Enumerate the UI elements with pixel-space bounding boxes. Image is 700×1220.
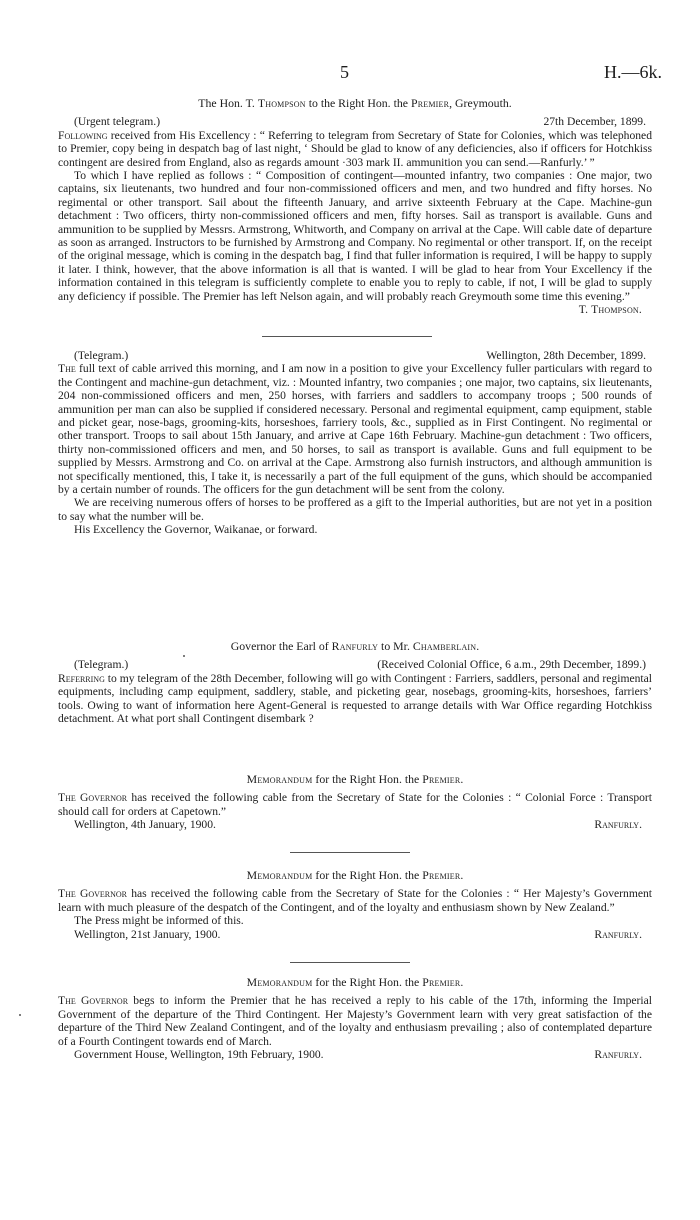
memorandum-19-february bbox=[58, 976, 652, 1061]
note-line: The Press might be informed of this. bbox=[74, 914, 244, 928]
addressee: His Excellency the Governor, Waikanae, or forward. bbox=[74, 523, 318, 537]
telegram-meta bbox=[58, 115, 652, 128]
signature: Ranfurly. bbox=[594, 1048, 642, 1062]
telegram-meta bbox=[58, 658, 652, 671]
section-title: Memorandum for the Right Hon. the Premier. bbox=[246, 772, 464, 786]
signature: Ranfurly. bbox=[594, 927, 642, 941]
telegram-wellington-28-december bbox=[58, 349, 652, 537]
section-title: Memorandum for the Right Hon. the Premier. bbox=[246, 868, 464, 882]
body-paragraph: To which I have replied as follows : “ Composition of contingent—mounted infantry, two companies : One major, two captains, six lieutenants, two hundred and four non-commissioned officers and men, and two hundred and fifty horses. No regimental or other transport. Sail about the fifteenth January, and arrive sixteenth February at the Cape. Machine-gun detachment : Two officers, thirty non-commissioned officers and men, fifty horses. Sail as transport is available. Guns and ammunition to be supplied by Messrs. Armstrong, Whitworth, and Company on arrival at the Cape. Will cable date of departure as soon as arranged. Instructors to be furnished by Armstrong and Company. No regimental or other transport. If, on the receipt of the original message, which is coming in the despatch bag, I find that fuller information is required, I will be happy to supply it later. I think, however, that the above information is all that is wanted. I will be glad to hear from Your Excellency if the information contained in this telegram is sufficiently complete to enable you to reply to cable, if not, I will be glad to supply any deficiency if possible. The Premier has left Nelson again, and will probably reach Greymouth some time this evening.” bbox=[58, 169, 652, 303]
telegram-type: (Urgent telegram.) bbox=[74, 115, 161, 129]
body-paragraph: We are receiving numerous offers of horses to be proffered as a gift to the Imperial authorities, but are not yet in a position to say what the number will be. bbox=[58, 496, 652, 523]
section-title: Memorandum for the Right Hon. the Premier. bbox=[246, 975, 464, 989]
section-title: Governor the Earl of Ranfurly to Mr. Chamberlain. bbox=[230, 639, 480, 653]
section-title: The Hon. T. Thompson to the Right Hon. the Premier, Greymouth. bbox=[198, 96, 512, 110]
telegram-type: (Telegram.) bbox=[74, 658, 129, 672]
place-date: Wellington, 21st January, 1900. bbox=[74, 927, 221, 941]
telegram-date: 27th December, 1899. bbox=[543, 115, 646, 129]
telegram-date: (Received Colonial Office, 6 a.m., 29th December, 1899.) bbox=[377, 658, 646, 672]
page-reference: H.—6k. bbox=[604, 62, 662, 82]
body-paragraph: The full text of cable arrived this morning, and I am now in a position to give your Excellency fuller particulars with regard to the Contingent and machine-gun detachment, viz. : Mounted infantry, two companies ; one major, two captains, six lieutenants, 204 non-commissioned officers and men, 250 horses, with farriers and saddlers to accompany troops ; 500 rounds of ammunition per man can also be supplied if considered necessary. Personal and regimental equipment, camp equipment, stable and picket gear, nose-bags, grooming-kits, horseshoes, farriery tools, &c., supplied as in First Contingent. No regimental or other transport. Troops to sail about 15th January, and arrive at Cape 16th February. Machine-gun detachment : Two officers, thirty non-commissioned officers and men, and 50 horses, to sail as transport is available. Guns and full equipment to be supplied by Messrs. Armstrong and Co. on arrival at the Cape. Armstrong also furnish instructors, and although ammunition is not specifically mentioned, this, I take it, is necessarily a part of the full equipment of the guns, which should be accompanied by a certain number of rounds. The officers for the gun detachment will be sent from the colony. bbox=[58, 362, 652, 497]
sign-line bbox=[58, 1048, 652, 1061]
telegram-type: (Telegram.) bbox=[74, 349, 129, 362]
signature: T. Thompson. bbox=[578, 303, 642, 317]
section-divider bbox=[290, 852, 410, 853]
telegram-ranfurly-to-chamberlain bbox=[58, 640, 652, 725]
memorandum-4-january bbox=[58, 773, 652, 832]
memorandum-21-january bbox=[58, 869, 652, 941]
page-header bbox=[0, 62, 700, 84]
body-paragraph: Following received from His Excellency : “ Referring to telegram from Secretary of State for Colonies, which was telephoned to Premier, copy being in despatch bag of last night, ‘ Should be glad to know of any deficiencies, also if officers for Hotchkiss contingent are desired from England, also as regards amount ·303 mark II. ammunition you can send.—Ranfurly.’ ” bbox=[58, 128, 652, 169]
place-date: Wellington, 4th January, 1900. bbox=[74, 818, 216, 832]
page-number: 5 bbox=[340, 62, 349, 82]
margin-mark bbox=[19, 1014, 21, 1016]
body-paragraph: The Governor begs to inform the Premier that he has received a reply to his cable of the 17th, informing the Imperial Government of the departure of the Third Contingent. Her Majesty’s Government learn with very great satisfaction of the departure of the Third New Zealand Contingent, and of the loyalty and enthusiasm prevailing ; also of contemplated departure of a Fourth Contingent towards end of March. bbox=[58, 994, 652, 1048]
margin-mark bbox=[183, 655, 185, 657]
telegram-meta bbox=[58, 349, 652, 362]
place-date: Government House, Wellington, 19th February, 1900. bbox=[74, 1048, 324, 1062]
telegram-date: Wellington, 28th December, 1899. bbox=[486, 349, 646, 362]
sign-line bbox=[58, 818, 652, 831]
telegram-thompson-to-premier bbox=[58, 97, 652, 317]
sign-line bbox=[58, 928, 652, 941]
body-paragraph: The Governor has received the following cable from the Secretary of State for the Colonies : “ Colonial Force : Transport should call for orders at Capetown.” bbox=[58, 791, 653, 818]
section-divider bbox=[290, 962, 410, 963]
body-paragraph: The Governor has received the following cable from the Secretary of State for the Colonies : “ Her Majesty’s Government learn with much pleasure of the despatch of the Contingent, and of the loyalty and enthusiasm shown by New Zealand.” bbox=[58, 887, 653, 914]
body-paragraph: Referring to my telegram of the 28th December, following will go with Contingent : Farriers, saddlers, personal and regimental equipments, including camp equipment, saddlery, stable, and picketing gear, nosebags, grooming-kits, horseshoes, farriers’ tools. Owing to want of information here Agent-General is requested to arrange details with War Office regarding Hotchkiss detachment. At what port shall Contingent disembark ? bbox=[58, 671, 652, 726]
signature: Ranfurly. bbox=[594, 818, 642, 832]
section-divider bbox=[262, 336, 432, 337]
